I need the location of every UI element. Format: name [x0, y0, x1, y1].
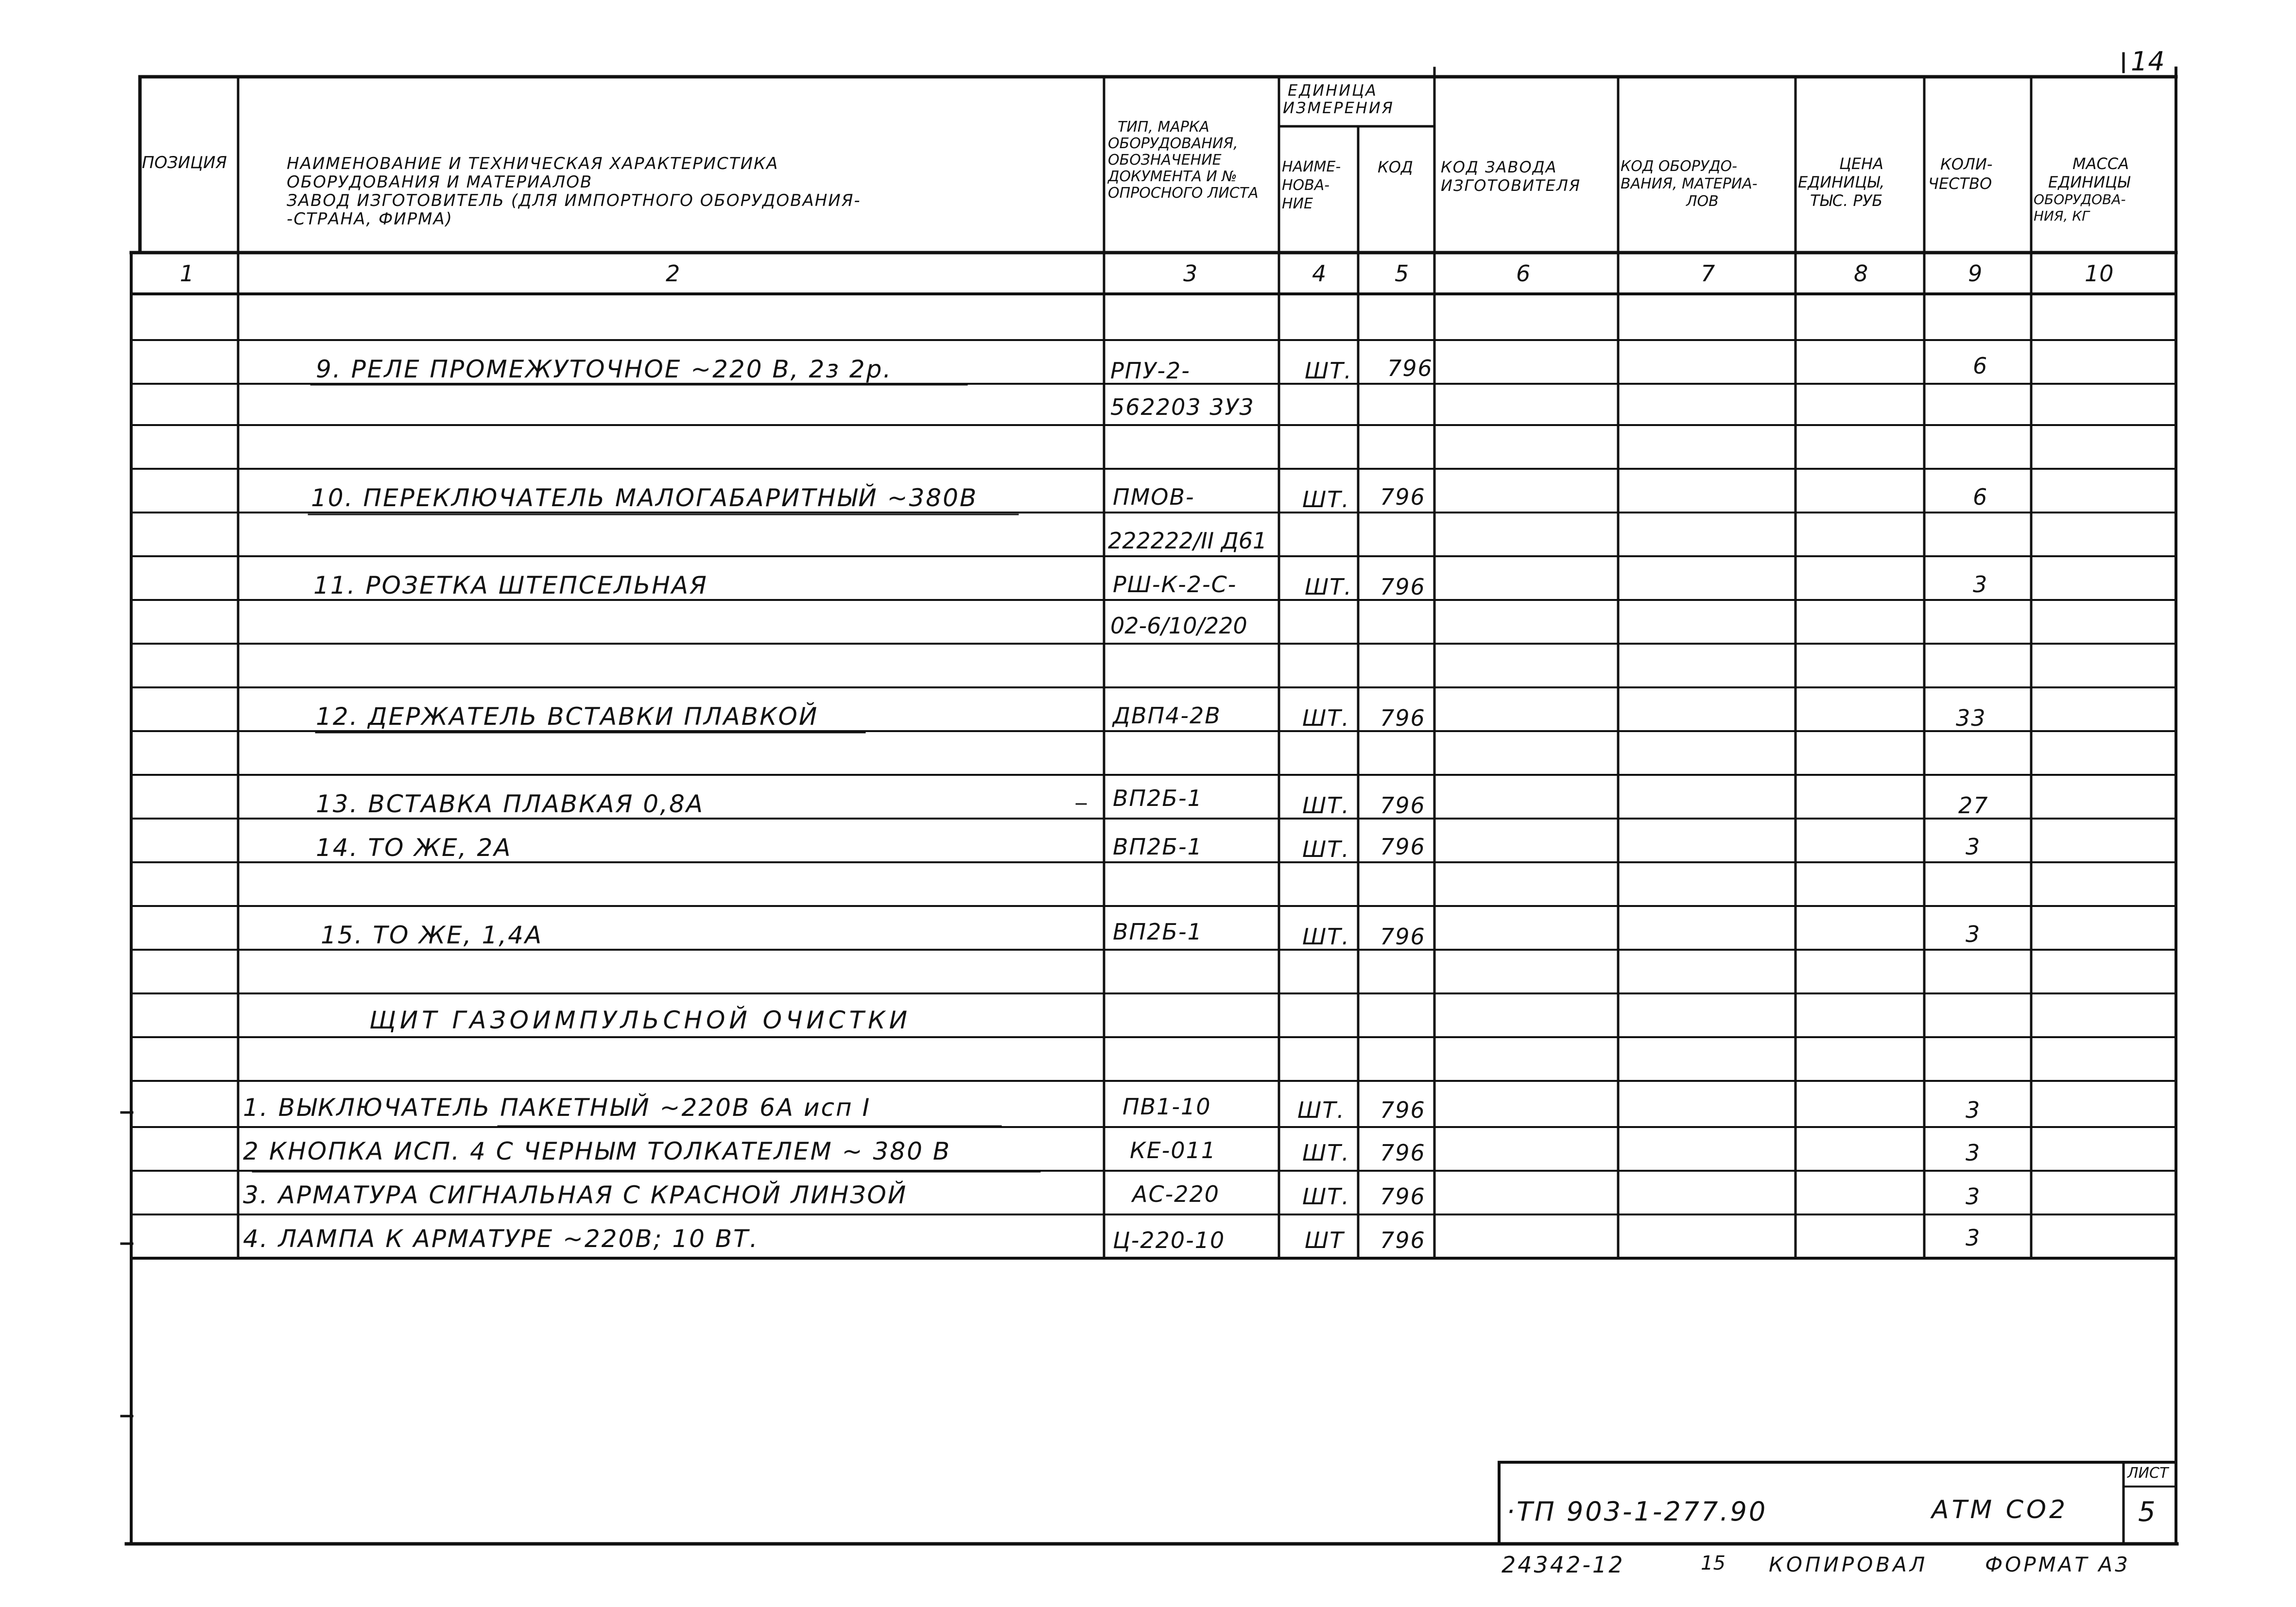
page-number: 14	[2131, 46, 2165, 77]
shield-row-1-type: ПВ1-10	[1122, 1094, 1211, 1120]
shield-row-4-code: 796	[1380, 1227, 1426, 1253]
header-col-equip-code-line-3: ЛОВ	[1686, 193, 1719, 210]
col-number-2: 2	[666, 260, 681, 287]
col-number-5: 5	[1395, 260, 1410, 287]
row-10-type: ПМОВ-	[1113, 484, 1195, 510]
row-9-code: 796	[1387, 355, 1433, 381]
row-11-name: 11. РОЗЕТКА ШТЕПСЕЛЬНАЯ	[313, 571, 708, 599]
header-col-factory-line-2: ИЗГОТОВИТЕЛЯ	[1441, 176, 1581, 195]
shield-row-4-unit: ШТ	[1305, 1227, 1345, 1253]
row-10b-type: 222222/II Д61	[1108, 528, 1267, 554]
header-col-type	[1108, 119, 1259, 202]
header-col-mass-line-1: МАССА	[2072, 154, 2129, 173]
header-col-factory-line-1: КОД ЗАВОДА	[1441, 158, 1557, 176]
header-col-factory	[1441, 158, 1581, 195]
header-col-qty-line-1: КОЛИ-	[1940, 155, 1993, 173]
col-number-8: 8	[1854, 260, 1869, 287]
row-14-code: 796	[1380, 834, 1426, 860]
col-number-9: 9	[1968, 260, 1983, 287]
section-heading: ЩИТ ГАЗОИМПУЛЬСНОЙ ОЧИСТКИ	[369, 1006, 912, 1034]
footer-copy-num: 15	[1701, 1552, 1726, 1574]
shield-row-3-code: 796	[1380, 1183, 1426, 1210]
row-13-type: ВП2Б-1	[1113, 785, 1203, 811]
stamp-doc-code: ·ТП 903-1-277.90	[1506, 1496, 1768, 1527]
row-13-qty: 27	[1958, 792, 1989, 819]
header-col-type-line-5: ОПРОСНОГО ЛИСТА	[1108, 185, 1259, 202]
header-col-type-line-2: ОБОРУДОВАНИЯ,	[1108, 135, 1238, 152]
header-col-qty-line-2: ЧЕСТВО	[1928, 174, 1992, 193]
header-col-equip-code	[1621, 158, 1758, 210]
shield-row-2-name: 2 КНОПКА ИСП. 4 С ЧЕРНЫМ ТОЛКАТЕЛЕМ ~ 380 В	[243, 1137, 951, 1165]
header-col-name-line-3: ЗАВОД ИЗГОТОВИТЕЛЬ (ДЛЯ ИМПОРТНОГО ОБОРУДОВАНИЯ-	[287, 191, 861, 210]
row-15-type: ВП2Б-1	[1113, 919, 1203, 945]
header-col-equip-code-line-2: ВАНИЯ, МАТЕРИА-	[1621, 175, 1758, 192]
row-14-name: 14. ТО ЖЕ, 2А	[316, 834, 512, 862]
header-col-price-line-1: ЦЕНА	[1839, 154, 1884, 173]
header-col-name-line-1: НАИМЕНОВАНИЕ И ТЕХНИЧЕСКАЯ ХАРАКТЕРИСТИКА	[287, 154, 779, 173]
header-unit-code: КОД	[1378, 158, 1413, 176]
shield-row-1-unit: ШТ.	[1297, 1097, 1345, 1123]
row-11-qty: 3	[1973, 571, 1988, 598]
shield-row-3-unit: ШТ.	[1302, 1183, 1350, 1210]
header-col-price	[1798, 154, 1884, 210]
shield-row-2-unit: ШТ.	[1302, 1140, 1350, 1166]
col-number-7: 7	[1701, 260, 1716, 287]
shield-row-4-name: 4. ЛАМПА К АРМАТУРЕ ~220В; 10 ВТ.	[243, 1225, 759, 1253]
row-10-name: 10. ПЕРЕКЛЮЧАТЕЛЬ МАЛОГАБАРИТНЫЙ ~380В	[311, 484, 978, 512]
footer-format-label: ФОРМАТ А3	[1985, 1553, 2130, 1576]
header-col-type-line-3: ОБОЗНАЧЕНИЕ	[1108, 152, 1222, 169]
shield-row-2-qty: 3	[1966, 1140, 1981, 1166]
header-unit-group	[1283, 82, 1394, 117]
header-col-mass-line-2: ЕДИНИЦЫ	[2048, 173, 2130, 191]
col-number-4: 4	[1312, 260, 1327, 287]
row-11-unit: ШТ.	[1305, 574, 1352, 600]
header-unit-group-line-2: ИЗМЕРЕНИЯ	[1283, 99, 1395, 117]
col-number-3: 3	[1183, 260, 1198, 287]
row-9b-type: 562203 3У3	[1110, 394, 1255, 420]
stamp-sheet-number: 5	[2138, 1496, 2156, 1528]
header-unit-name-line-3: НИЕ	[1282, 195, 1313, 212]
header-unit-name-line-1: НАИМЕ-	[1282, 158, 1341, 175]
footer-inventory: 24342-12	[1502, 1552, 1625, 1578]
header-unit-name	[1282, 158, 1341, 213]
row-15-code: 796	[1380, 923, 1426, 950]
row-12-code: 796	[1380, 705, 1426, 731]
shield-row-3-qty: 3	[1966, 1183, 1981, 1210]
row-14-qty: 3	[1966, 834, 1981, 860]
row-12-unit: ШТ.	[1302, 705, 1350, 731]
shield-row-1-qty: 3	[1966, 1097, 1981, 1123]
row-9-name: 9. РЕЛЕ ПРОМЕЖУТОЧНОЕ ~220 В, 2з 2р.	[316, 355, 893, 383]
shield-row-1-name: 1. ВЫКЛЮЧАТЕЛЬ ПАКЕТНЫЙ ~220В 6А исп I	[243, 1094, 871, 1122]
row-11b-type: 02-6/10/220	[1110, 613, 1247, 639]
row-9-type: РПУ-2-	[1110, 358, 1191, 384]
header-col-type-line-1: ТИП, МАРКА	[1118, 119, 1209, 136]
row-11-code: 796	[1380, 574, 1426, 600]
row-13-code: 796	[1380, 792, 1426, 819]
header-unit-name-line-2: НОВА-	[1282, 177, 1330, 194]
footer-copied-label: КОПИРОВАЛ	[1769, 1553, 1928, 1576]
header-col-mass	[2034, 154, 2130, 224]
header-col-mass-line-4: НИЯ, КГ	[2034, 208, 2089, 224]
header-col-qty	[1928, 154, 1992, 193]
row-11-type: РШ-К-2-С-	[1113, 571, 1237, 598]
col-number-6: 6	[1516, 260, 1531, 287]
row-13-unit: ШТ.	[1302, 792, 1350, 819]
stamp-mark: АТМ СО2	[1932, 1495, 2069, 1524]
header-col-type-line-4: ДОКУМЕНТА И №	[1108, 168, 1237, 185]
header-col-name	[287, 154, 861, 228]
shield-row-4-qty: 3	[1966, 1225, 1981, 1251]
shield-row-3-name: 3. АРМАТУРА СИГНАЛЬНАЯ С КРАСНОЙ ЛИНЗОЙ	[243, 1181, 908, 1209]
shield-row-1-code: 796	[1380, 1097, 1426, 1123]
header-col-position: ПОЗИЦИЯ	[142, 153, 227, 172]
row-10-code: 796	[1380, 484, 1426, 510]
header-unit-group-line-1: ЕДИНИЦА	[1288, 81, 1378, 100]
row-13-name: 13. ВСТАВКА ПЛАВКАЯ 0,8А	[316, 790, 705, 818]
stamp-sheet-label: ЛИСТ	[2127, 1465, 2169, 1482]
shield-row-3-type: АС-220	[1132, 1181, 1220, 1207]
header-col-equip-code-line-1: КОД ОБОРУДО-	[1621, 158, 1737, 175]
header-col-mass-line-3: ОБОРУДОВА-	[2034, 191, 2126, 207]
shield-row-2-code: 796	[1380, 1140, 1426, 1166]
shield-row-2-type: КЕ-011	[1130, 1137, 1217, 1163]
row-9-unit: ШТ.	[1305, 358, 1352, 384]
row-9-qty: 6	[1973, 353, 1988, 379]
row-14-unit: ШТ.	[1302, 836, 1350, 862]
col-number-1: 1	[180, 260, 195, 287]
row-12-name: 12. ДЕРЖАТЕЛЬ ВСТАВКИ ПЛАВКОЙ	[316, 702, 819, 731]
header-col-name-line-2: ОБОРУДОВАНИЯ И МАТЕРИАЛОВ	[287, 172, 593, 192]
header-col-price-line-2: ЕДИНИЦЫ,	[1798, 173, 1885, 191]
row-12-qty: 33	[1956, 705, 1986, 731]
col-number-10: 10	[2085, 260, 2114, 287]
row-10-qty: 6	[1973, 484, 1988, 510]
header-col-name-line-4: -СТРАНА, ФИРМА)	[287, 209, 453, 229]
row-15-qty: 3	[1966, 921, 1981, 947]
row-12-type: ДВП4-2В	[1113, 702, 1221, 729]
row-15-unit: ШТ.	[1302, 923, 1350, 950]
row-15-name: 15. ТО ЖЕ, 1,4А	[321, 921, 543, 949]
row-10-unit: ШТ.	[1302, 486, 1350, 513]
row-14-type: ВП2Б-1	[1113, 834, 1203, 860]
shield-row-4-type: Ц-220-10	[1113, 1227, 1226, 1253]
header-col-price-line-3: ТЫС. РУБ	[1810, 191, 1883, 210]
